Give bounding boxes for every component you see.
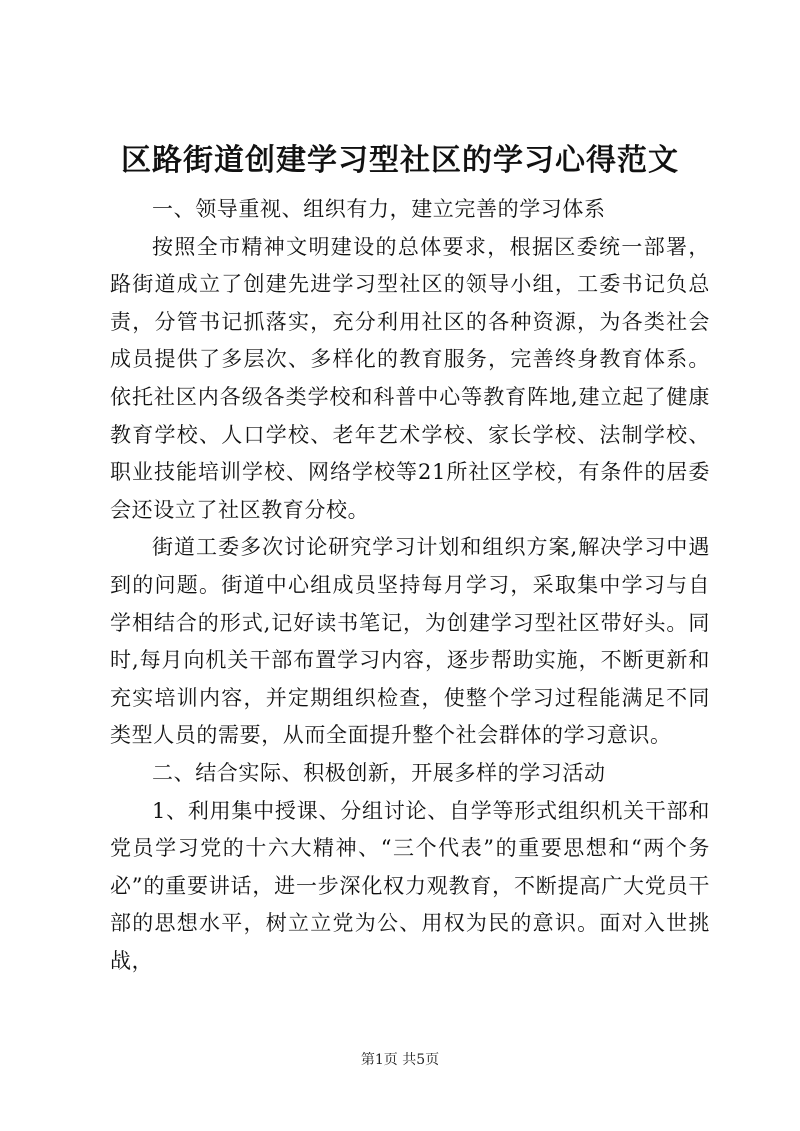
document-body [110, 191, 710, 980]
body-paragraph: 按照全市精神文明建设的总体要求，根据区委统一部署，路街道成立了创建先进学习型社区的领导小组，工委书记负总责，分管书记抓落实，充分利用社区的各种资源，为各类社会成员提供了多层次、多样化的教育服务，完善终身教育体系。依托社区内各级各类学校和科普中心等教育阵地,建立起了健康教育学校、人口学校、老年艺术学校、家长学校、法制学校、职业技能培训学校、网络学校等21所社区学校，有条件的居委会还设立了社区教育分校。 [110, 234, 710, 522]
page-number-footer: 第1页 共5页 [360, 1052, 440, 1068]
section-heading-2: 二、结合实际、积极创新，开展多样的学习活动 [152, 760, 606, 785]
body-paragraph: 街道工委多次讨论研究学习计划和组织方案,解决学习中遇到的问题。街道中心组成员坚持每月学习，采取集中学习与自学相结合的形式,记好读书笔记，为创建学习型社区带好头。同时,每月向机关干部布置学习内容，逐步帮助实施，不断更新和充实培训内容，并定期组织检查，使整个学习过程能满足不同类型人员的需要，从而全面提升整个社会群体的学习意识。 [110, 535, 710, 748]
body-paragraph: 1、利用集中授课、分组讨论、自学等形式组织机关干部和党员学习党的十六大精神、“三个代表”的重要思想和“两个务必”的重要讲话，进一步深化权力观教育，不断提高广大党员干部的思想水平，树立立党为公、用权为民的意识。面对入世挑战， [110, 798, 710, 973]
document-title: 区路街道创建学习型社区的学习心得范文 [121, 143, 679, 178]
section-heading-1: 一、领导重视、组织有力，建立完善的学习体系 [152, 197, 606, 221]
